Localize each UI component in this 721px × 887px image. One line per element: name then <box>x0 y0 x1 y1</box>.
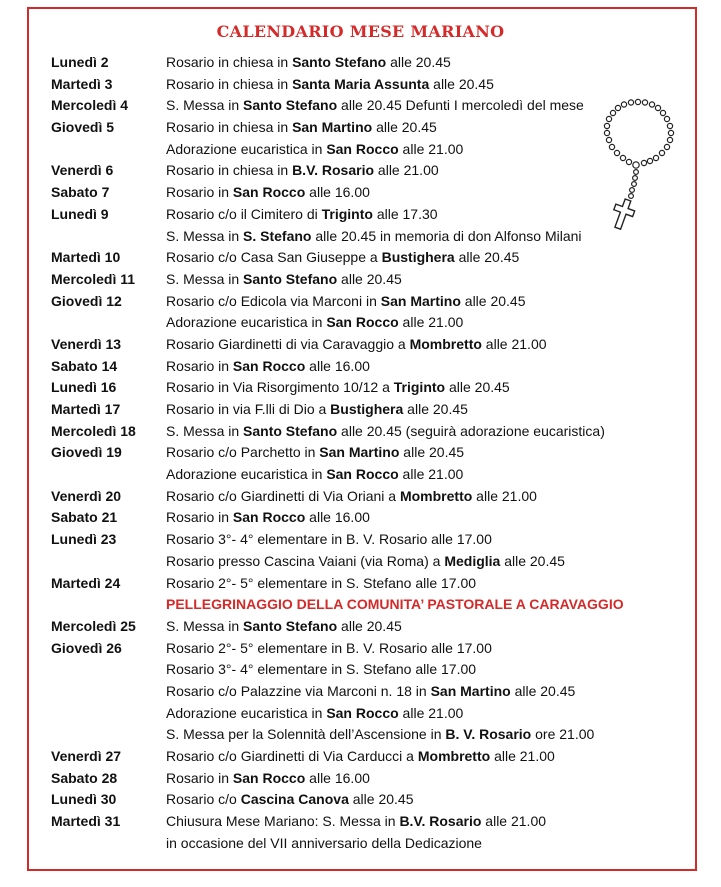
event-text-part: alle 21.00 <box>398 140 464 157</box>
event-text-part: Rosario in Via Risorgimento 10/12 a <box>166 379 394 396</box>
event-text-part: alle 20.45 <box>399 444 465 461</box>
event-text <box>166 529 492 551</box>
schedule-row <box>0 681 721 703</box>
schedule-row <box>0 507 721 529</box>
event-text <box>166 746 555 768</box>
event-highlight: PELLEGRINAGGIO DELLA COMUNITA’ PASTORALE A CARAVAGGIO <box>166 596 624 613</box>
schedule-row <box>0 442 721 464</box>
schedule-row <box>0 724 721 746</box>
event-text-part: alle 21.00 <box>481 813 547 830</box>
day-label: Sabato 28 <box>51 769 118 786</box>
event-text-part: Rosario 2°- 5° elementare in B. V. Rosario alle 17.00 <box>166 639 492 656</box>
schedule-row <box>0 486 721 508</box>
event-text <box>166 356 370 378</box>
event-location: San Rocco <box>326 140 399 157</box>
day-label: Venerdì 27 <box>51 748 122 764</box>
event-text-part: alle 21.00 <box>481 335 547 352</box>
day-label: Martedì 17 <box>51 401 121 417</box>
schedule-row <box>0 399 721 421</box>
schedule-row <box>0 291 721 313</box>
event-text-part: Rosario 3°- 4° elementare in S. Stefano alle 17.00 <box>166 661 477 678</box>
event-text-part: Adorazione eucaristica in <box>166 314 327 331</box>
event-text <box>166 789 413 811</box>
event-text-part: alle 21.00 <box>398 314 464 331</box>
event-text-part: ore 21.00 <box>531 726 595 743</box>
schedule-row <box>0 789 721 811</box>
day-label: Martedì 24 <box>51 574 121 591</box>
event-text-part: alle 20.45 <box>510 682 576 699</box>
event-location: Santo Stefano <box>243 97 338 114</box>
event-text-part: Adorazione eucaristica in <box>166 466 327 483</box>
event-text-part: Rosario in <box>166 769 233 786</box>
event-text <box>166 74 494 96</box>
event-text <box>166 464 463 486</box>
event-text-part: Rosario in <box>166 184 233 201</box>
event-text-part: alle 16.00 <box>305 769 370 786</box>
event-text-part: alle 20.45 <box>348 791 414 808</box>
event-text-part: alle 20.45 <box>460 292 526 309</box>
day-label: Giovedì 19 <box>51 444 122 461</box>
event-text <box>166 507 370 529</box>
event-text-part: alle 20.45 <box>429 75 494 92</box>
day-label: Mercoledì 18 <box>51 422 136 439</box>
day-label: Sabato 7 <box>51 184 110 201</box>
schedule-row <box>0 551 721 573</box>
event-text <box>166 139 463 161</box>
schedule-row <box>0 421 721 443</box>
event-text <box>166 291 526 313</box>
event-location: B.V. Rosario <box>399 813 482 830</box>
event-location: San Martino <box>380 292 461 309</box>
event-text-part: Rosario in chiesa in <box>166 75 293 92</box>
event-text-part: Rosario in chiesa in <box>166 162 293 179</box>
event-text-part: alle 20.45 <box>454 249 520 266</box>
event-text <box>166 833 482 855</box>
event-text-part: alle 20.45 in memoria di don Alfonso Milani <box>311 227 582 244</box>
event-text <box>166 551 565 573</box>
day-label: Venerdì 20 <box>51 487 122 504</box>
event-text-part: alle 21.00 <box>374 162 439 179</box>
event-text-part: Rosario in <box>166 509 233 526</box>
event-text <box>166 160 439 182</box>
event-text-part: Adorazione eucaristica in <box>166 140 327 157</box>
event-text-part: Rosario c/o Giardinetti di Via Oriani a <box>166 487 400 504</box>
event-location: Bustighera <box>330 401 404 417</box>
event-text-part: Rosario c/o Casa San Giuseppe a <box>166 249 382 266</box>
rosary-icon <box>598 96 678 230</box>
event-text-part: alle 20.45 <box>403 401 468 417</box>
event-text-part: alle 20.45 <box>445 379 510 396</box>
day-label: Mercoledì 4 <box>51 97 129 114</box>
schedule-row <box>0 746 721 768</box>
schedule-row <box>0 247 721 269</box>
page-title: CALENDARIO MESE MARIANO <box>216 22 505 41</box>
event-text-part: alle 21.00 <box>472 487 537 504</box>
event-text-part: alle 20.45 <box>372 119 437 136</box>
event-location: B.V. Rosario <box>292 162 375 179</box>
event-text-part: Rosario c/o Parchetto in <box>166 444 320 461</box>
event-location: Triginto <box>321 205 373 222</box>
event-text-part: Rosario in <box>166 357 233 374</box>
event-location: San Rocco <box>232 509 306 526</box>
day-label: Mercoledì 11 <box>51 270 136 287</box>
event-text-part: alle 21.00 <box>490 748 555 764</box>
event-text <box>166 95 584 117</box>
event-text <box>166 226 582 248</box>
schedule-row <box>0 312 721 334</box>
day-label: Lunedì 16 <box>51 379 117 396</box>
event-text <box>166 703 463 725</box>
event-text <box>166 399 468 421</box>
event-text-part: alle 20.45 Defunti I mercoledì del mese <box>337 97 584 114</box>
event-text-part: Rosario in chiesa in <box>166 54 293 70</box>
event-text-part: alle 16.00 <box>305 184 370 201</box>
schedule-row <box>0 616 721 638</box>
day-label: Giovedì 12 <box>51 292 122 309</box>
event-text <box>166 117 437 139</box>
schedule-row <box>0 833 721 855</box>
event-text-part: S. Messa in <box>166 97 244 114</box>
day-label: Mercoledì 25 <box>51 617 136 634</box>
event-text <box>166 659 476 681</box>
event-location: Mombretto <box>417 748 491 764</box>
event-text <box>166 768 370 790</box>
event-text <box>166 594 624 616</box>
day-label: Giovedì 5 <box>51 119 115 136</box>
event-location: Bustighera <box>381 249 455 266</box>
event-text-part: Rosario c/o <box>166 791 241 808</box>
event-location: Mombretto <box>399 487 473 504</box>
event-location: Mediglia <box>444 552 501 569</box>
event-text <box>166 247 519 269</box>
day-label: Venerdì 6 <box>51 162 114 179</box>
event-text <box>166 442 464 464</box>
schedule-row <box>0 74 721 96</box>
event-text-part: S. Messa in <box>166 227 244 244</box>
event-text-part: Chiusura Mese Mariano: S. Messa in <box>166 813 400 830</box>
schedule-row <box>0 269 721 291</box>
schedule-row <box>0 334 721 356</box>
day-label: Venerdì 13 <box>51 335 122 352</box>
event-text-part: alle 16.00 <box>305 357 370 374</box>
event-text-part: Rosario in via F.lli di Dio a <box>166 401 331 417</box>
day-label: Lunedì 9 <box>51 205 109 222</box>
event-location: San Martino <box>292 119 373 136</box>
day-label: Sabato 21 <box>51 509 118 526</box>
event-text <box>166 204 438 226</box>
event-text-part: S. Messa in <box>166 270 244 287</box>
event-text-part: Rosario presso Cascina Vaiani (via Roma) a <box>166 552 445 569</box>
schedule-row <box>0 768 721 790</box>
schedule-row <box>0 464 721 486</box>
schedule-row <box>0 52 721 74</box>
day-label: Martedì 3 <box>51 75 113 92</box>
event-location: San Martino <box>430 682 511 699</box>
event-text <box>166 52 451 74</box>
day-label: Lunedì 23 <box>51 531 117 548</box>
event-text <box>166 182 370 204</box>
event-text <box>166 486 537 508</box>
event-text <box>166 334 547 356</box>
event-text-part: alle 20.45 <box>500 552 565 569</box>
event-text <box>166 724 594 746</box>
event-text-part: Rosario c/o Palazzine via Marconi n. 18 in <box>166 682 431 699</box>
event-text <box>166 616 402 638</box>
event-location: San Rocco <box>326 704 399 721</box>
event-text-part: alle 16.00 <box>305 509 370 526</box>
event-text-part: Adorazione eucaristica in <box>166 704 327 721</box>
event-location: Santo Stefano <box>292 54 387 70</box>
event-location: Santa Maria Assunta <box>292 75 430 92</box>
event-location: San Rocco <box>232 769 306 786</box>
event-location: Santo Stefano <box>243 422 338 439</box>
event-text-part: Rosario in chiesa in <box>166 119 293 136</box>
schedule-row <box>0 638 721 660</box>
day-label: Sabato 14 <box>51 357 118 374</box>
event-location: San Rocco <box>326 466 399 483</box>
event-text-part: in occasione del VII anniversario della Dedicazione <box>166 834 482 851</box>
event-location: San Rocco <box>232 184 306 201</box>
event-location: Mombretto <box>409 335 482 352</box>
event-text-part: Rosario c/o Edicola via Marconi in <box>166 292 381 309</box>
event-text-part: S. Messa in <box>166 422 244 439</box>
schedule-row <box>0 811 721 833</box>
day-label: Lunedì 30 <box>51 791 117 808</box>
event-location: Triginto <box>393 379 446 396</box>
event-location: Santo Stefano <box>243 270 338 287</box>
event-location: San Rocco <box>232 357 306 374</box>
schedule-row <box>0 377 721 399</box>
event-location: Cascina Canova <box>240 791 349 808</box>
day-label: Martedì 10 <box>51 249 121 266</box>
schedule-row <box>0 703 721 725</box>
event-location: S. Stefano <box>243 227 312 244</box>
event-text <box>166 681 575 703</box>
event-text-part: alle 20.45 (seguirà adorazione eucaristica) <box>337 422 605 439</box>
event-text-part: Rosario 3°- 4° elementare in B. V. Rosario alle 17.00 <box>166 531 492 548</box>
day-label: Giovedì 26 <box>51 639 122 656</box>
event-text-part: alle 20.45 <box>386 54 451 70</box>
event-location: B. V. Rosario <box>445 726 532 743</box>
event-location: San Martino <box>319 444 400 461</box>
schedule-row <box>0 594 721 616</box>
event-text <box>166 421 605 443</box>
event-text <box>166 811 546 833</box>
event-location: San Rocco <box>326 314 399 331</box>
event-text-part: alle 20.45 <box>337 270 402 287</box>
event-text-part: Rosario Giardinetti di via Caravaggio a <box>166 335 410 352</box>
event-text <box>166 573 476 595</box>
event-text <box>166 312 463 334</box>
event-text <box>166 638 492 660</box>
event-text-part: alle 21.00 <box>398 704 464 721</box>
schedule-row <box>0 356 721 378</box>
event-location: Santo Stefano <box>243 617 338 634</box>
schedule-row <box>0 573 721 595</box>
event-text-part: alle 20.45 <box>337 617 402 634</box>
event-text-part: alle 21.00 <box>398 466 464 483</box>
schedule-row <box>0 529 721 551</box>
event-text <box>166 269 402 291</box>
day-label: Lunedì 2 <box>51 54 109 70</box>
event-text-part: Rosario c/o Giardinetti di Via Carducci a <box>166 748 418 764</box>
event-text-part: S. Messa per la Solennità dell’Ascensione in <box>166 726 446 743</box>
event-text-part: Rosario c/o il Cimitero di <box>166 205 322 222</box>
event-text-part: S. Messa in <box>166 617 244 634</box>
day-label: Martedì 31 <box>51 813 121 830</box>
event-text <box>166 377 510 399</box>
schedule-row <box>0 659 721 681</box>
event-text-part: alle 17.30 <box>372 205 438 222</box>
event-text-part: Rosario 2°- 5° elementare in S. Stefano alle 17.00 <box>166 574 477 591</box>
